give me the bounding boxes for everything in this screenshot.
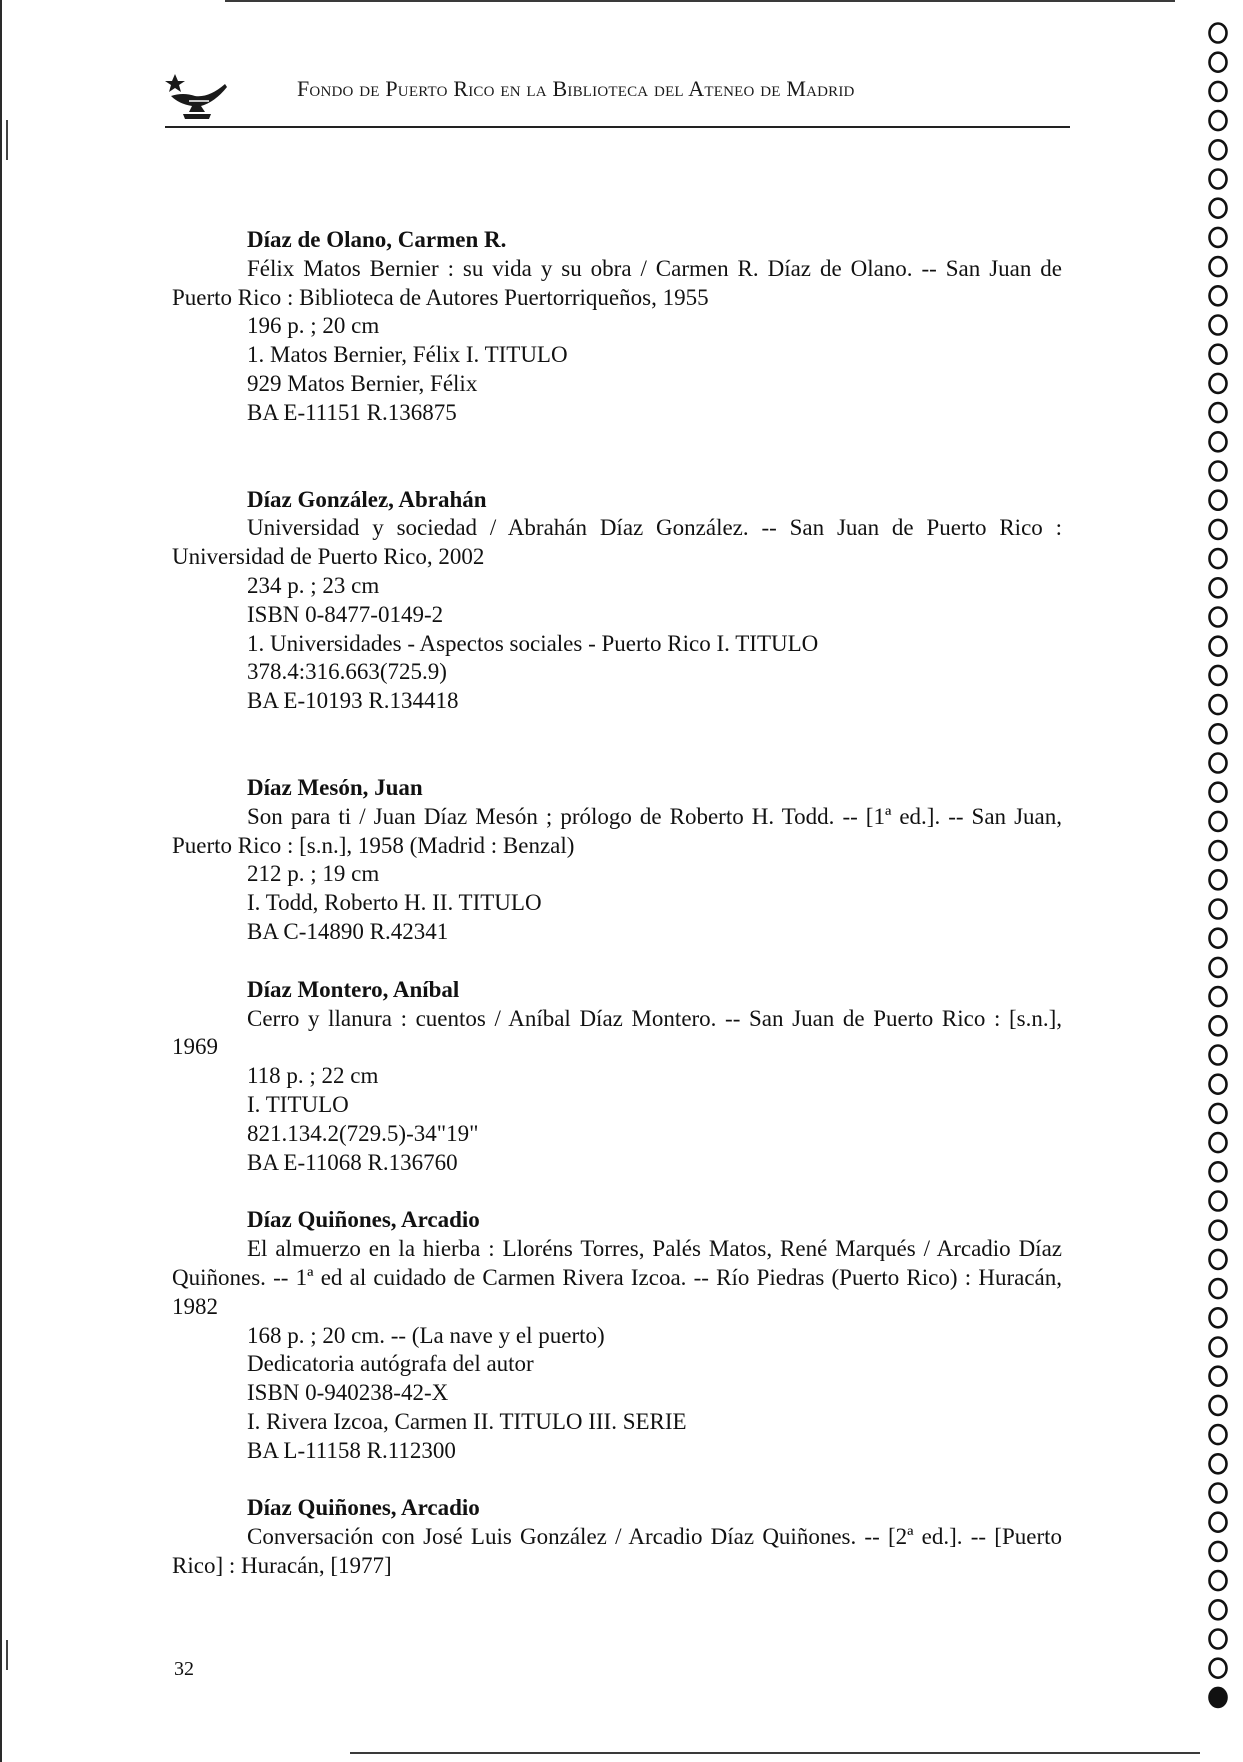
binding-ring-icon	[1210, 1192, 1227, 1211]
entry-field: 929 Matos Bernier, Félix	[247, 370, 478, 396]
binding-ring-icon	[1210, 1133, 1227, 1152]
binding-ring-icon	[1210, 82, 1227, 101]
entry-field: 212 p. ; 19 cm	[247, 861, 380, 887]
binding-ring-icon	[1210, 403, 1227, 422]
binding-ring-icon	[1210, 1104, 1227, 1123]
entry-field: I. TITULO	[247, 1091, 349, 1117]
page-header	[165, 68, 1070, 128]
binding-ring-icon	[1210, 783, 1227, 802]
binding-ring-icon	[1210, 754, 1227, 773]
binding-ring-icon	[1210, 1513, 1227, 1532]
binding-ring-icon	[1210, 900, 1227, 919]
catalog-entry	[172, 226, 1062, 428]
binding-ring-icon	[1210, 958, 1227, 977]
scan-edge-bottom	[350, 1752, 1200, 1754]
entry-description: Félix Matos Bernier : su vida y su obra / Carmen R. Díaz de Olano. -- San Juan de Puerto Rico : Biblioteca de Autores Puertorriqueños, 1955	[172, 255, 1062, 310]
binding-ring-icon	[1210, 1688, 1227, 1707]
spiral-binding	[1204, 16, 1236, 1751]
binding-ring-icon	[1210, 666, 1227, 685]
binding-ring-icon	[1210, 1367, 1227, 1386]
binding-ring-icon	[1210, 345, 1227, 364]
binding-ring-icon	[1210, 578, 1227, 597]
entry-field: ISBN 0-940238-42-X	[247, 1380, 449, 1406]
catalog-entry	[172, 1206, 1062, 1465]
entry-field: BA E-10193 R.134418	[247, 688, 459, 714]
entry-field: 821.134.2(729.5)-34"19"	[247, 1120, 479, 1146]
entry-description: Conversación con José Luis González / Arcadio Díaz Quiñones. -- [2ª ed.]. -- [Puerto Rico] : Huracán, [1977]	[172, 1524, 1062, 1579]
entry-field: 168 p. ; 20 cm. -- (La nave y el puerto)	[247, 1322, 605, 1348]
binding-ring-icon	[1210, 1162, 1227, 1181]
binding-ring-icon	[1210, 286, 1227, 305]
entry-field: 118 p. ; 22 cm	[247, 1063, 379, 1089]
catalog-entries	[172, 226, 1062, 1581]
entry-field: BA E-11068 R.136760	[247, 1149, 458, 1175]
binding-ring-icon	[1210, 520, 1227, 539]
binding-ring-icon	[1210, 199, 1227, 218]
binding-ring-icon	[1210, 1338, 1227, 1357]
entry-field: I. Todd, Roberto H. II. TITULO	[247, 890, 542, 916]
binding-ring-icon	[1210, 1279, 1227, 1298]
binding-ring-icon	[1210, 140, 1227, 159]
header-rule	[165, 126, 1070, 128]
binding-ring-icon	[1210, 812, 1227, 831]
entry-field: 378.4:316.663(725.9)	[247, 659, 447, 685]
binding-ring-icon	[1210, 111, 1227, 130]
binding-ring-icon	[1210, 870, 1227, 889]
binding-ring-icon	[1210, 432, 1227, 451]
scan-mark	[6, 120, 8, 160]
entry-description: Universidad y sociedad / Abrahán Díaz González. -- San Juan de Puerto Rico : Universidad de Puerto Rico, 2002	[172, 515, 1062, 570]
binding-ring-icon	[1210, 695, 1227, 714]
scan-edge-left	[0, 0, 2, 1762]
binding-ring-icon	[1210, 637, 1227, 656]
binding-ring-icon	[1210, 374, 1227, 393]
entry-author: Díaz González, Abrahán	[247, 486, 487, 512]
entry-author: Díaz Quiñones, Arcadio	[247, 1207, 480, 1233]
entry-field: Dedicatoria autógrafa del autor	[247, 1351, 534, 1377]
binding-ring-icon	[1210, 24, 1227, 43]
scan-mark	[6, 1640, 8, 1670]
entry-description: Cerro y llanura : cuentos / Aníbal Díaz Montero. -- San Juan de Puerto Rico : [s.n.], 1969	[172, 1005, 1062, 1060]
binding-ring-icon	[1210, 1308, 1227, 1327]
binding-ring-icon	[1210, 1454, 1227, 1473]
binding-ring-icon	[1210, 549, 1227, 568]
entry-field: 196 p. ; 20 cm	[247, 313, 380, 339]
scan-edge-top	[225, 0, 1175, 2]
binding-ring-icon	[1210, 1542, 1227, 1561]
binding-ring-icon	[1210, 170, 1227, 189]
binding-rings	[1204, 16, 1236, 1751]
binding-ring-icon	[1210, 1221, 1227, 1240]
binding-ring-icon	[1210, 724, 1227, 743]
catalog-entry	[172, 1494, 1062, 1580]
entry-field: I. Rivera Izcoa, Carmen II. TITULO III. SERIE	[247, 1408, 687, 1434]
page-number: 32	[174, 1658, 194, 1680]
binding-ring-icon	[1210, 1484, 1227, 1503]
binding-ring-icon	[1210, 1075, 1227, 1094]
binding-ring-icon	[1210, 462, 1227, 481]
binding-ring-icon	[1210, 1425, 1227, 1444]
entry-description: El almuerzo en la hierba : Lloréns Torres, Palés Matos, René Marqués / Arcadio Díaz Quiñones. -- 1ª ed al cuidado de Carmen Rivera Izcoa. -- Río Piedras (Puerto Rico) : Huracán, 1982	[172, 1236, 1062, 1319]
binding-ring-icon	[1210, 257, 1227, 276]
binding-ring-icon	[1210, 1600, 1227, 1619]
binding-ring-icon	[1210, 491, 1227, 510]
binding-ring-icon	[1210, 608, 1227, 627]
binding-ring-icon	[1210, 987, 1227, 1006]
entry-field: ISBN 0-8477-0149-2	[247, 601, 444, 627]
entry-author: Díaz Quiñones, Arcadio	[247, 1495, 480, 1521]
catalog-entry	[172, 976, 1062, 1178]
binding-ring-icon	[1210, 1046, 1227, 1065]
binding-ring-icon	[1210, 1250, 1227, 1269]
oil-lamp-logo-icon	[165, 68, 229, 122]
catalog-entry	[172, 774, 1062, 947]
binding-ring-icon	[1210, 316, 1227, 335]
entry-description: Son para ti / Juan Díaz Mesón ; prólogo de Roberto H. Todd. -- [1ª ed.]. -- San Juan, Puerto Rico : [s.n.], 1958 (Madrid : Benzal)	[172, 803, 1062, 858]
header-title: Fondo de Puerto Rico en la Biblioteca del Ateneo de Madrid	[297, 76, 855, 101]
binding-ring-icon	[1210, 841, 1227, 860]
binding-ring-icon	[1210, 1659, 1227, 1678]
binding-ring-icon	[1210, 1396, 1227, 1415]
binding-ring-icon	[1210, 1016, 1227, 1035]
entry-field: 1. Matos Bernier, Félix I. TITULO	[247, 342, 568, 368]
binding-ring-icon	[1210, 228, 1227, 247]
entry-field: BA E-11151 R.136875	[247, 399, 457, 425]
entry-field: 1. Universidades - Aspectos sociales - Puerto Rico I. TITULO	[247, 630, 819, 656]
entry-author: Díaz Montero, Aníbal	[247, 976, 460, 1002]
entry-author: Díaz de Olano, Carmen R.	[247, 227, 507, 252]
binding-ring-icon	[1210, 929, 1227, 948]
entry-field: BA L-11158 R.112300	[247, 1437, 456, 1463]
binding-ring-icon	[1210, 1630, 1227, 1649]
entry-author: Díaz Mesón, Juan	[247, 774, 423, 800]
entry-field: BA C-14890 R.42341	[247, 918, 449, 944]
catalog-entry	[172, 486, 1062, 716]
binding-ring-icon	[1210, 53, 1227, 72]
binding-ring-icon	[1210, 1571, 1227, 1590]
entry-field: 234 p. ; 23 cm	[247, 572, 380, 598]
